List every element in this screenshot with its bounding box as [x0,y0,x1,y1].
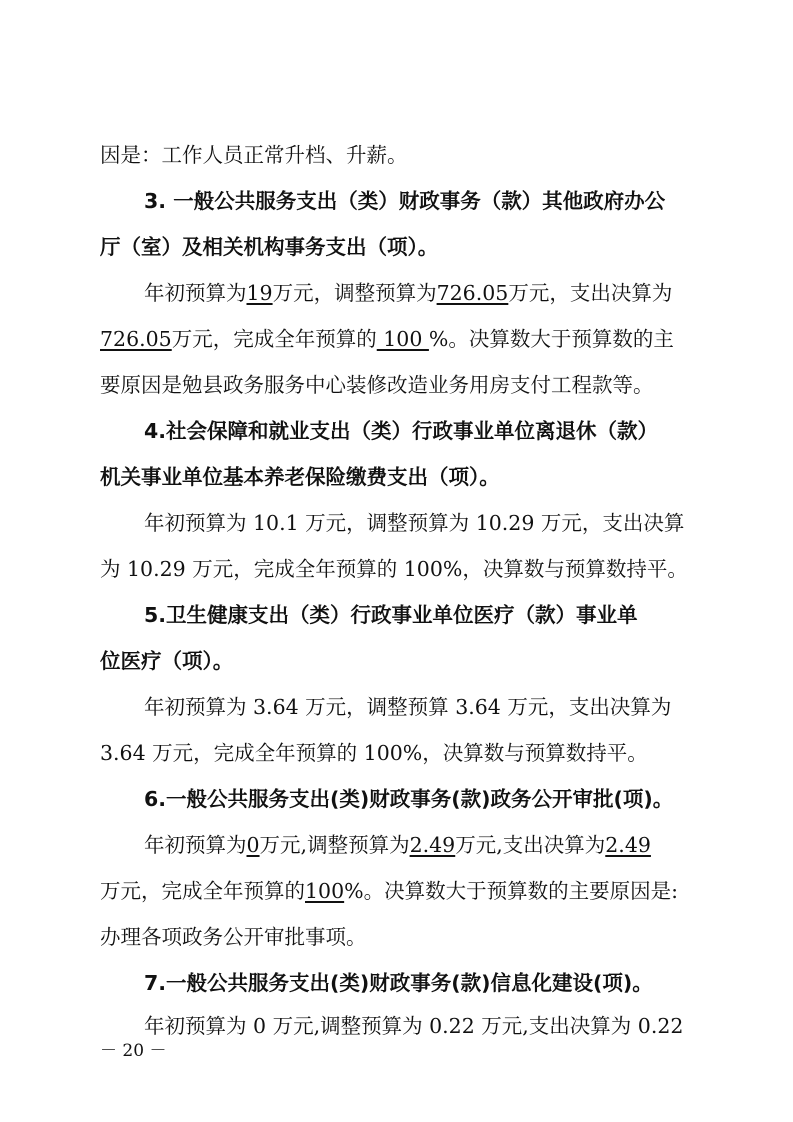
section-3-line-3: 要原因是勉县政务服务中心装修改造业务用房支付工程款等。 [100,373,654,397]
section-3-line-2 [100,325,674,353]
final-account: 726.05 [100,327,172,351]
text: %。决算数大于预算数的主 [428,327,674,351]
section-6-line-1 [144,831,651,859]
section-5-heading-cont: 位医疗（项）。 [100,649,234,673]
section-7-line-1: 年初预算为 0 万元,调整预算为 0.22 万元,支出决算为 0.22 [144,1014,684,1038]
text: 万元，调整预算为 [272,281,437,305]
section-6-heading: 6.一般公共服务支出(类)财政事务(款)政务公开审批(项)。 [144,787,674,811]
section-3-line-1 [144,279,672,307]
text: 万元，完成全年预算的 [100,879,305,903]
section-4-line-2: 为 10.29 万元，完成全年预算的 100%，决算数与预算数持平。 [100,557,688,581]
section-4-line-1: 年初预算为 10.1 万元，调整预算为 10.29 万元，支出决算 [144,511,685,535]
section-3-heading-cont: 厅（室）及相关机构事务支出（项）。 [100,235,439,259]
text: %。决算数大于预算数的主要原因是: [344,879,679,903]
section-3-heading: 3. 一般公共服务支出（类）财政事务（款）其他政府办公 [144,189,666,213]
initial-budget: 0 [246,833,260,857]
text: 年初预算为 [144,833,247,857]
adjusted-budget: 2.49 [409,833,456,857]
completion-rate: 100 [376,327,429,351]
page-number: － 20 － [100,1041,167,1061]
section-6-line-3: 办理各项政务公开审批事项。 [100,925,367,949]
text: 万元,调整预算为 [259,833,410,857]
text: 年初预算为 [144,281,247,305]
section-7-heading: 7.一般公共服务支出(类)财政事务(款)信息化建设(项)。 [144,971,653,995]
section-6-line-2 [100,877,678,905]
completion-rate: 100 [305,879,345,903]
section-5-heading: 5.卫生健康支出（类）行政事业单位医疗（款）事业单 [144,603,638,627]
section-4-heading: 4.社会保障和就业支出（类）行政事业单位离退休（款） [144,419,659,443]
section-5-line-1: 年初预算为 3.64 万元，调整预算 3.64 万元，支出决算为 [144,695,672,719]
text: 万元，支出决算为 [508,281,673,305]
adjusted-budget: 726.05 [436,281,509,305]
text: 万元，完成全年预算的 [171,327,377,351]
section-4-heading-cont: 机关事业单位基本养老保险缴费支出（项）。 [100,465,500,489]
section-5-line-2: 3.64 万元，完成全年预算的 100%，决算数与预算数持平。 [100,741,648,765]
initial-budget: 19 [246,281,273,305]
text: 万元,支出决算为 [455,833,606,857]
final-account: 2.49 [605,833,651,857]
paragraph-line: 因是：工作人员正常升档、升薪。 [100,143,408,167]
